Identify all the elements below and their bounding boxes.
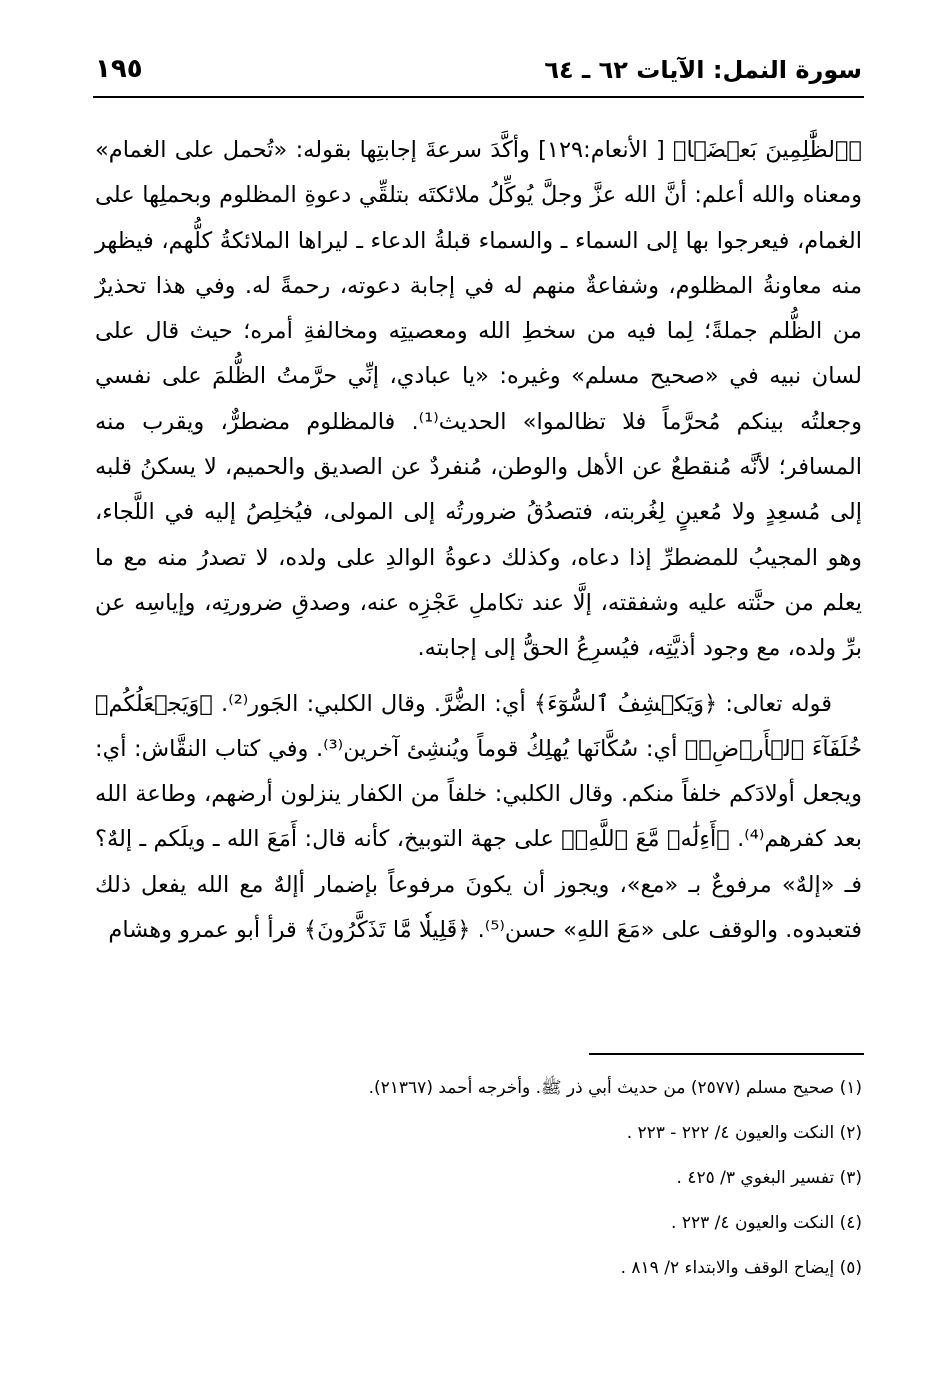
footnote-3: (٣) تفسير البغوي ٣/ ٤٢٥ . <box>676 1168 862 1188</box>
page-header <box>95 52 862 94</box>
page-number: ١٩٥ <box>95 54 143 84</box>
paragraph-1: ﴿ٱلظَّٰلِمِينَ بَعۡضَۢا﴾ [ الأنعام:١٢٩] وأكَّدَ سرعةَ إجابتِها بقوله: «تُحمل على الغمام» ومعناه والله أعلم: أنَّ الله عزَّ وجلَّ يُوكِّلُ ملائكتَه بتلقِّي دعوةِ المظلوم وبحملِها على الغمام، فيعرجوا بها إلى السماء ـ والسماء قبلةُ الدعاء ـ ليراها الملائكةُ كلُّهم، فيظهر منه معاونةُ المظلوم، وشفاعةٌ منهم له في إجابة دعوته، رحمةً له. وفي هذا تحذيرٌ من الظُّلم جملةً؛ لِما فيه من سخطِ الله ومعصيتِه ومخالفةِ أمره؛ حيث قال على لسان نبيه في «صحيح مسلم» وغيره: «يا عبادي، إنِّي حرَّمتُ الظُّلمَ على نفسي وجعلتُه بينكم مُحرَّماً فلا تظالموا» الحديث⁽¹⁾. فالمظلوم مضطرٌّ، ويقرب منه المسافر؛ لأنَّه مُنقطعٌ عن الأهل والوطن، مُنفردٌ عن الصديق والحميم، لا يسكنُ قلبه إلى مُسعِدٍ ولا مُعينٍ لِغُربته، فتصدُقُ ضرورتُه إلى المولى، فيُخلِصُ إليه في اللَّجاء، وهو المجيبُ للمضطرِّ إذا دعاه، وكذلك دعوةُ الوالدِ على ولده، لا تصدرُ منه مع ما يعلم من حنَّته عليه وشفقته، إلَّا عند تكاملِ عَجْزِه عنه، وصدقِ ضرورتِه، وإياسِه عن برِّ ولده، مع وجود أذيَّتِه، فيُسرِعُ الحقُّ إلى إجابته. <box>95 137 862 662</box>
footnote-4: (٤) النكت والعيون ٤/ ٢٢٣ . <box>671 1213 862 1233</box>
footnote-5: (٥) إيضاح الوقف والابتداء ٢/ ٨١٩ . <box>620 1258 862 1278</box>
footnotes <box>95 1070 862 1295</box>
footnote-1: (١) صحيح مسلم (٢٥٧٧) من حديث أبي ذر ﷺ. وأخرجه أحمد (٢١٣٦٧). <box>368 1078 862 1098</box>
paragraph-2: قوله تعالى: ﴿وَيَكۡشِفُ ٱلسُّوٓءَ﴾ أي: الضُّرَّ. وقال الكلبي: الجَور⁽²⁾. ﴿وَيَجۡعَلُكُمۡ خُلَفَآءَ ٱلۡأَرۡضِۗ﴾ أي: سُكَّانَها يُهلِكُ قوماً ويُنشِئ آخرين⁽³⁾. وفي كتاب النقَّاش: أي: ويجعل أولادَكم خلفاً منكم. وقال الكلبي: خلفاً من الكفار ينزلون أرضهم، وطاعة الله بعد كفرهم⁽⁴⁾. ﴿أَءِلَٰهٞ مَّعَ ٱللَّهِۚ﴾ على جهة التوبيخ، كأنه قال: أَمَعَ الله ـ ويلَكم ـ إلهٌ؟ فـ «إلهٌ» مرفوعٌ بـ «مع»، ويجوز أن يكونَ مرفوعاً بإضمار أإلهٌ مع الله يفعل ذلك فتعبدوه. والوقف على «مَعَ اللهِ» حسن⁽⁵⁾. ﴿قَلِيلٗا مَّا تَذَكَّرُونَ﴾ قرأ أبو عمرو وهشام <box>95 690 863 944</box>
footnote-separator <box>589 1053 864 1055</box>
footnote-2: (٢) النكت والعيون ٤/ ٢٢٢ - ٢٢٣ . <box>626 1123 862 1143</box>
header-rule <box>93 96 864 98</box>
running-title: سورة النمل: الآيات ٦٢ ـ ٦٤ <box>544 56 862 84</box>
main-text <box>95 128 862 953</box>
